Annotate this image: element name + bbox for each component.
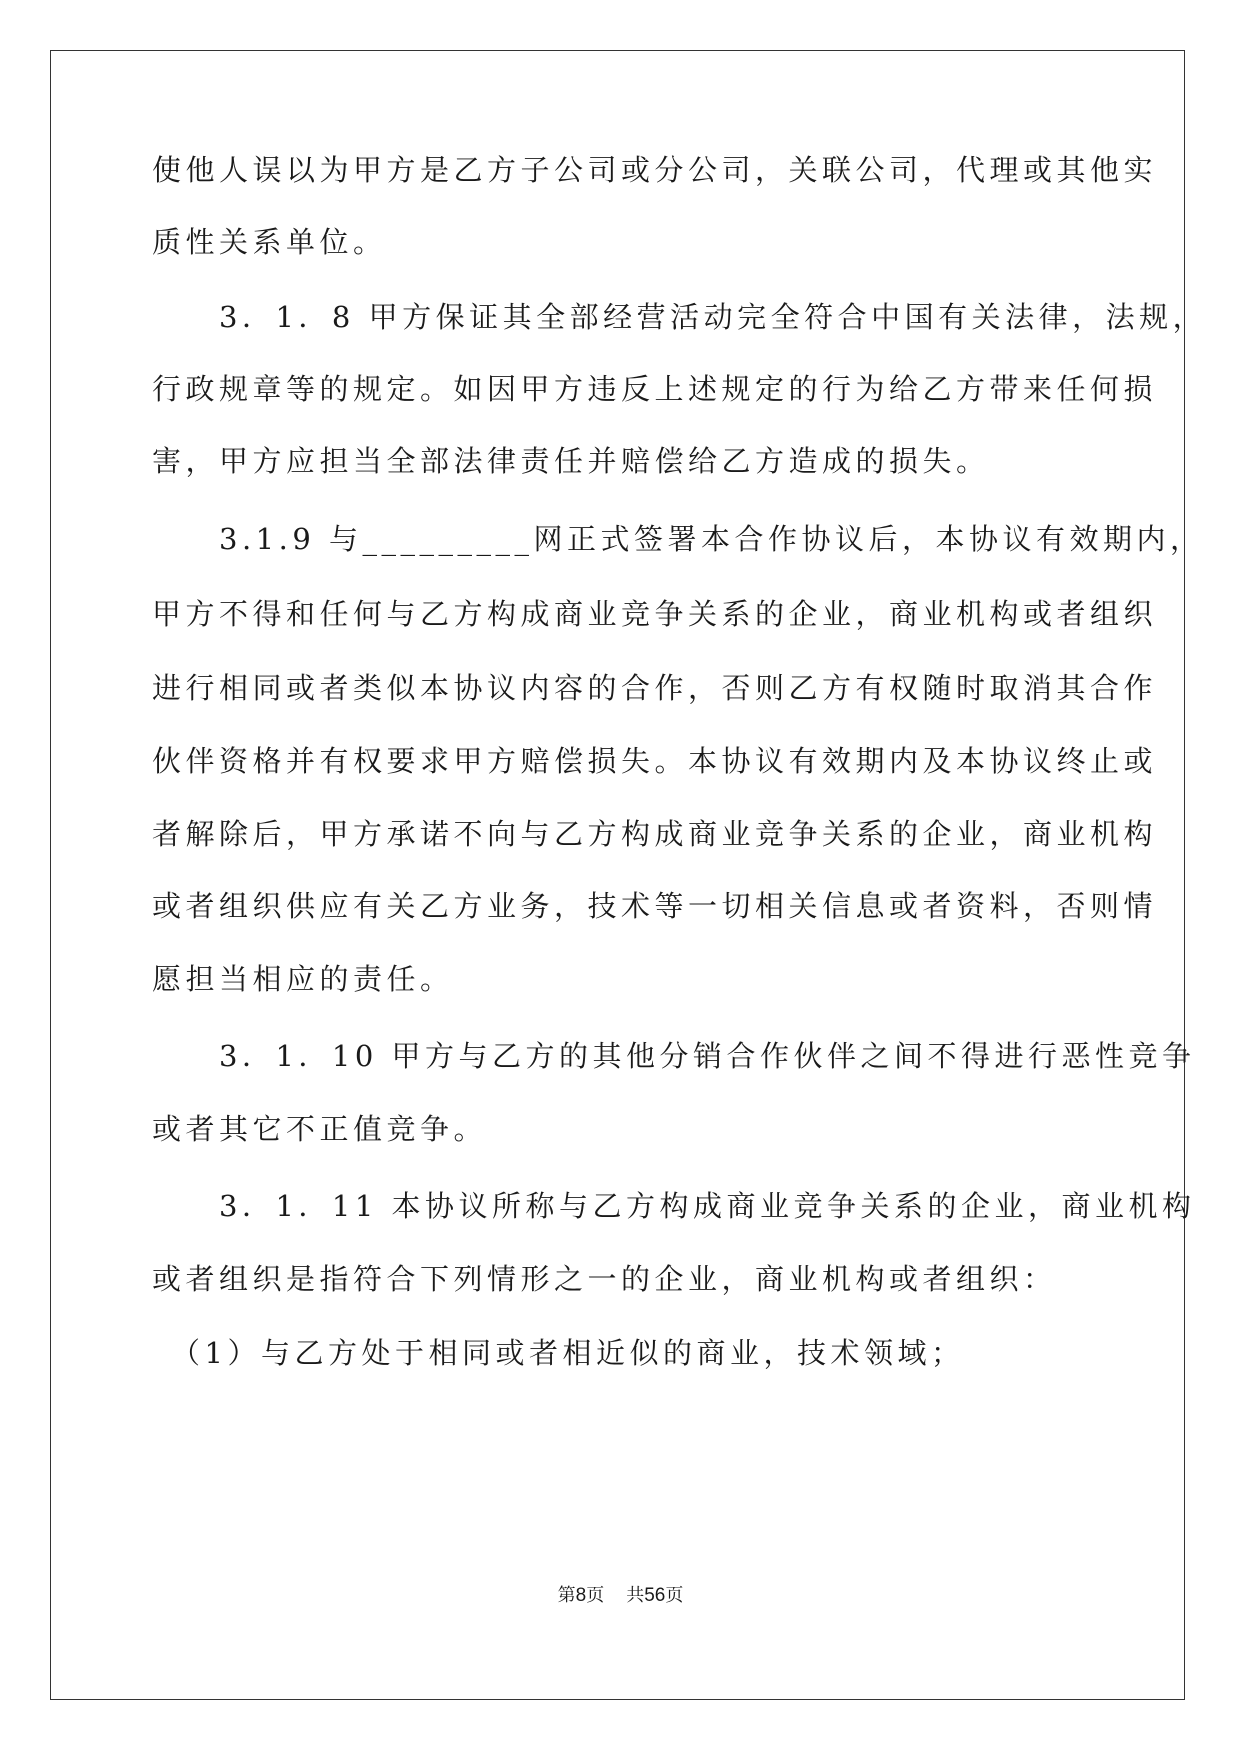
current-page-number: 8 bbox=[575, 1585, 587, 1606]
page-footer bbox=[0, 1584, 1241, 1608]
text-line: 3．1．8 甲方保证其全部经营活动完全符合中国有关法律，法规， bbox=[152, 300, 1207, 334]
text-line: 3．1．10 甲方与乙方的其他分销合作伙伴之间不得进行恶性竞争 bbox=[152, 1039, 1196, 1073]
footer-prefix: 第 bbox=[557, 1585, 576, 1606]
text-line: 进行相同或者类似本协议内容的合作，否则乙方有权随时取消其合作 bbox=[152, 671, 1158, 705]
text-line: （1）与乙方处于相同或者相近似的商业，技术领域； bbox=[152, 1336, 965, 1370]
total-page-count: 56 bbox=[644, 1585, 666, 1606]
text-line: 或者组织是指符合下列情形之一的企业，商业机构或者组织： bbox=[152, 1262, 1057, 1296]
text-line: 3.1.9 与_________网正式签署本合作协议后，本协议有效期内， bbox=[152, 522, 1204, 556]
footer-page-unit: 页 bbox=[586, 1585, 605, 1606]
text-line: 者解除后，甲方承诺不向与乙方构成商业竞争关系的企业，商业机构 bbox=[152, 817, 1158, 851]
footer-total-unit: 页 bbox=[665, 1585, 684, 1606]
text-line: 甲方不得和任何与乙方构成商业竞争关系的企业，商业机构或者组织 bbox=[152, 597, 1158, 631]
text-line: 或者组织供应有关乙方业务，技术等一切相关信息或者资料，否则情 bbox=[152, 889, 1158, 923]
text-line: 3．1．11 本协议所称与乙方构成商业竞争关系的企业，商业机构 bbox=[152, 1189, 1196, 1223]
footer-total-prefix: 共 bbox=[626, 1585, 645, 1606]
text-line: 或者其它不正值竞争。 bbox=[152, 1112, 488, 1146]
text-line: 愿担当相应的责任。 bbox=[152, 962, 454, 996]
text-line: 伙伴资格并有权要求甲方赔偿损失。本协议有效期内及本协议终止或 bbox=[152, 744, 1158, 778]
text-line: 使他人误以为甲方是乙方子公司或分公司，关联公司，代理或其他实 bbox=[152, 153, 1158, 187]
text-line: 行政规章等的规定。如因甲方违反上述规定的行为给乙方带来任何损 bbox=[152, 372, 1158, 406]
text-line: 害，甲方应担当全部法律责任并赔偿给乙方造成的损失。 bbox=[152, 444, 990, 478]
text-line: 质性关系单位。 bbox=[152, 225, 387, 259]
